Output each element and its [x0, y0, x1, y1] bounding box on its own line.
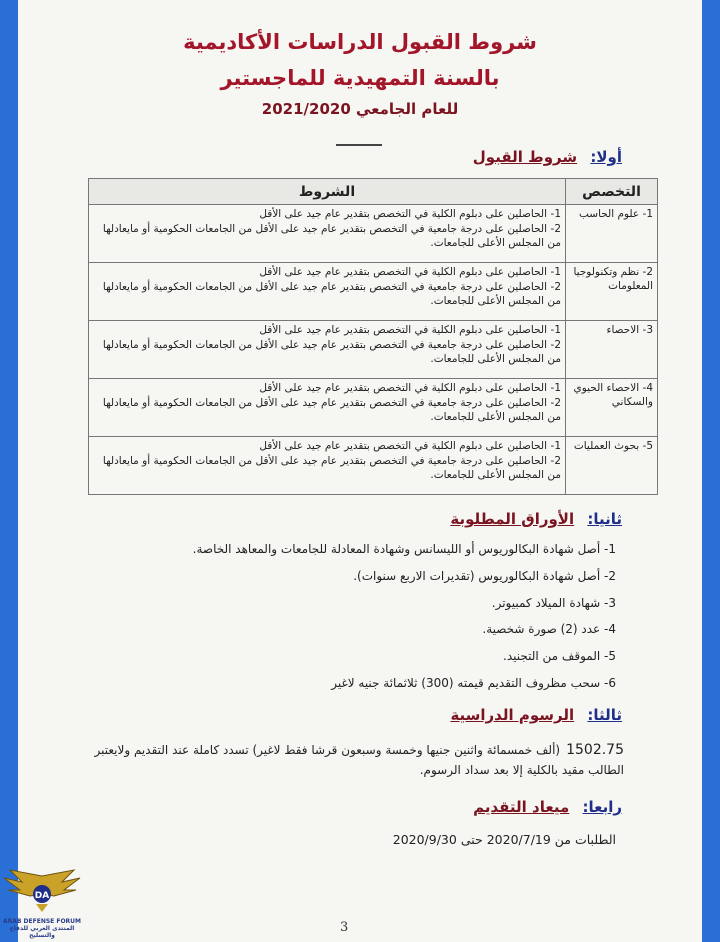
condition-text: الحاصلين على درجة جامعية في التخصص بتقدير عام جيد على الأقل من الجامعات الحكومية أو مايعادلها من المجلس الأعلى للجامعات. — [102, 455, 561, 481]
academic-year-line: للعام الجامعي 2021/2020 — [261, 100, 459, 118]
fees-paragraph — [84, 740, 624, 780]
required-documents-list — [116, 540, 616, 701]
watermark-name: ARAB DEFENSE FORUM — [2, 918, 82, 925]
condition-number: 2- — [550, 397, 561, 409]
section-4-heading — [473, 798, 622, 816]
section-2-heading — [450, 510, 622, 528]
condition-text: الحاصلين على درجة جامعية في التخصص بتقدير عام جيد على الأقل من الجامعات الحكومية أو مايعادلها من المجلس الأعلى للجامعات. — [102, 397, 561, 423]
specialization-cell: 5- بحوث العمليات — [566, 437, 658, 495]
required-document-item: 4- عدد (2) صورة شخصية. — [482, 622, 616, 637]
required-document-item: 5- الموقف من التجنيد. — [503, 649, 616, 664]
section-4-title: ميعاد التقديم — [473, 798, 570, 816]
conditions-row — [89, 263, 658, 321]
conditions-row — [89, 321, 658, 379]
section-3-title: الرسوم الدراسية — [450, 706, 575, 724]
condition-text: الحاصلين على دبلوم الكلية في التخصص بتقدير عام جيد على الأقل — [259, 324, 547, 336]
conditions-row — [89, 205, 658, 263]
conditions-cell — [89, 263, 566, 321]
condition-text: الحاصلين على دبلوم الكلية في التخصص بتقدير عام جيد على الأقل — [259, 208, 547, 220]
condition-number: 1- — [550, 208, 561, 220]
specialization-cell: 4- الاحصاء الحيوي والسكاني — [566, 379, 658, 437]
condition-item — [93, 454, 561, 482]
condition-item — [93, 222, 561, 250]
fees-amount: 1502.75 — [566, 742, 624, 758]
document-title-line-2: بالسنة التمهيدية للماجستير — [220, 66, 500, 90]
conditions-table-body — [89, 205, 658, 495]
condition-item — [93, 265, 561, 279]
section-4-number: رابعا: — [582, 798, 622, 816]
condition-text: الحاصلين على دبلوم الكلية في التخصص بتقدير عام جيد على الأقل — [259, 440, 547, 452]
condition-number: 1- — [550, 382, 561, 394]
condition-item — [93, 396, 561, 424]
column-header-conditions: الشروط — [89, 179, 566, 205]
admission-conditions-table — [88, 178, 658, 495]
column-header-specialization: التخصص — [566, 179, 658, 205]
condition-item — [93, 280, 561, 308]
conditions-cell — [89, 321, 566, 379]
document-page — [18, 0, 702, 942]
forum-watermark-logo — [0, 868, 84, 942]
document-title-line-1: شروط القبول الدراسات الأكاديمية — [183, 30, 537, 54]
specialization-cell: 2- نظم وتكنولوجيا المعلومات — [566, 263, 658, 321]
specialization-cell: 1- علوم الحاسب — [566, 205, 658, 263]
condition-number: 2- — [550, 223, 561, 235]
required-document-item: 6- سحب مظروف التقديم قيمته (300) ثلاثمائة جنيه لاغير — [331, 675, 616, 690]
conditions-cell — [89, 379, 566, 437]
specialization-cell: 3- الاحصاء — [566, 321, 658, 379]
condition-number: 1- — [550, 324, 561, 336]
section-2-number: ثانيا: — [587, 510, 622, 528]
condition-number: 2- — [550, 281, 561, 293]
condition-text: الحاصلين على درجة جامعية في التخصص بتقدير عام جيد على الأقل من الجامعات الحكومية أو مايعادلها من المجلس الأعلى للجامعات. — [102, 223, 561, 249]
watermark-letters: DA — [34, 891, 50, 901]
condition-text: الحاصلين على دبلوم الكلية في التخصص بتقدير عام جيد على الأقل — [259, 266, 547, 278]
condition-number: 1- — [550, 440, 561, 452]
condition-item — [93, 381, 561, 395]
title-divider — [336, 144, 382, 146]
application-dates: الطلبات من 2020/7/19 حتى 2020/9/30 — [392, 832, 616, 847]
condition-item — [93, 207, 561, 221]
section-3-number: ثالثا: — [587, 706, 622, 724]
condition-text: الحاصلين على دبلوم الكلية في التخصص بتقدير عام جيد على الأقل — [259, 382, 547, 394]
section-1-heading — [473, 148, 622, 166]
condition-text: الحاصلين على درجة جامعية في التخصص بتقدير عام جيد على الأقل من الجامعات الحكومية أو مايعادلها من المجلس الأعلى للجامعات. — [102, 339, 561, 365]
conditions-cell — [89, 437, 566, 495]
condition-item — [93, 439, 561, 453]
required-document-item: 2- أصل شهادة البكالوريوس (تقديرات الاربع سنوات). — [353, 568, 616, 583]
section-2-title: الأوراق المطلوبة — [450, 510, 575, 528]
page-number: 3 — [340, 920, 349, 935]
section-3-heading — [450, 706, 622, 724]
condition-item — [93, 338, 561, 366]
condition-number: 2- — [550, 339, 561, 351]
condition-number: 1- — [550, 266, 561, 278]
eagle-emblem-icon — [0, 868, 84, 914]
condition-item — [93, 323, 561, 337]
required-document-item: 1- أصل شهادة البكالوريوس أو الليسانس وشهادة المعادلة للجامعات والمعاهد الخاصة. — [192, 542, 616, 556]
condition-number: 2- — [550, 455, 561, 467]
conditions-row — [89, 437, 658, 495]
condition-text: الحاصلين على درجة جامعية في التخصص بتقدير عام جيد على الأقل من الجامعات الحكومية أو مايعادلها من المجلس الأعلى للجامعات. — [102, 281, 561, 307]
watermark-subtitle: المنتدى العربي للدفاع والتسليح — [9, 925, 75, 939]
conditions-row — [89, 379, 658, 437]
fees-description: (ألف خمسمائة واثنين جنيها وخمسة وسبعون قرشا فقط لاغير) تسدد كاملة عند التقديم ولايعتبر الطالب مقيد بالكلية إلا بعد سداد الرسوم. — [94, 743, 624, 777]
conditions-cell — [89, 205, 566, 263]
section-1-number: أولا: — [590, 148, 622, 166]
required-document-item: 3- شهادة الميلاد كمبيوتر. — [491, 595, 616, 610]
section-1-title: شروط القبول — [472, 148, 578, 166]
